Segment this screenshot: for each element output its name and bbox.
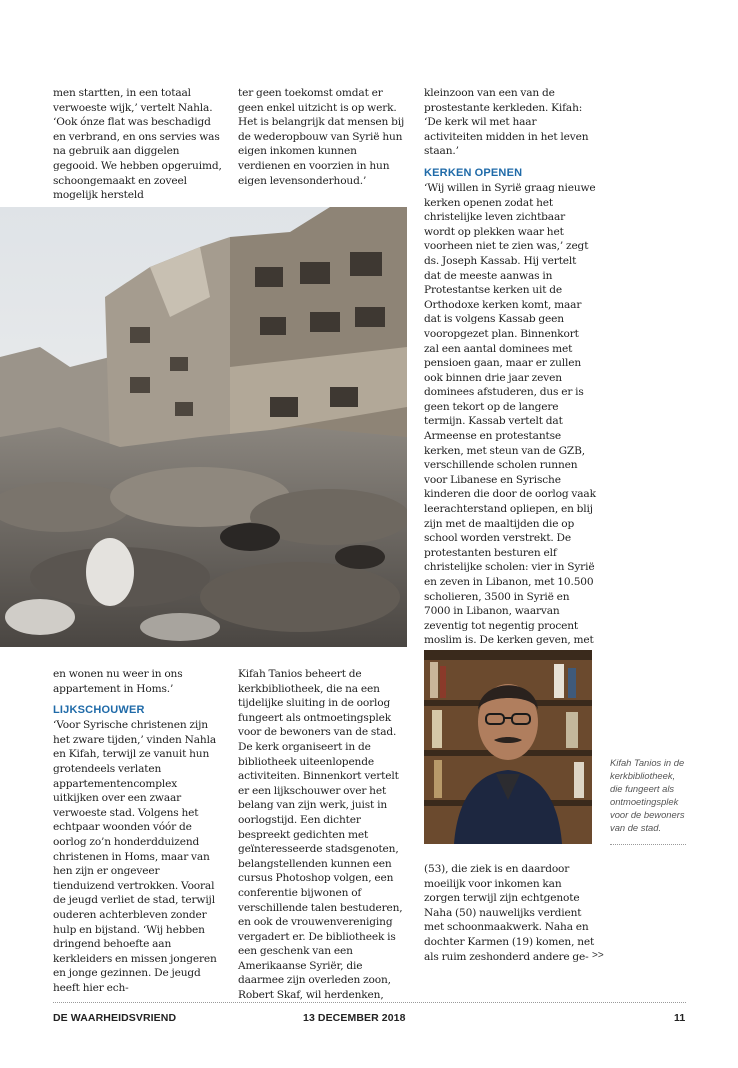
column-left-top — [53, 86, 223, 203]
column-middle-bottom — [238, 667, 410, 1003]
portrait-photo — [424, 650, 592, 844]
footer-page-number: 11 — [674, 1012, 686, 1024]
article-text: (53), die ziek is en daardoor moeilijk voor inkomen kan zorgen terwijl zijn echtgenote Naha (50) nauwelijks verdient met schoonmaakwerk. Naha en dochter Karmen (19) komen, net als ruim zeshonderd andere ge- — [424, 863, 595, 963]
article-text: men startten, in een totaal verwoeste wijk,’ vertelt Nahla. ‘Ook ónze flat was beschadigd en verbrand, en ons servies was na gebruik aan diggelen gegooid. We hebben opgeruimd, schoongemaakt en zoveel mogelijk hersteld — [53, 87, 222, 202]
footer-divider — [53, 1002, 686, 1003]
destroyed-city-image — [0, 207, 407, 647]
article-text: ‘Wij willen in Syrië graag nieuwe kerken openen zodat het christelijke leven zichtbaar wordt op plekken waar het voorheen niet te zien was,’ zegt ds. Joseph Kassab. Hij vertelt dat de meeste aanwas in Protestantse kerken uit de Orthodoxe kerken komt, maar dat is volgens Kassab geen vooropgezet plan. Binnenkort zal een aantal dominees met pensioen gaan, maar er zullen ook binnen drie jaar zeven dominees afstuderen, dus er is geen tekort op de langere termijn. Kassab vertelt dat Armeense en protestantse kerken, met steun van de GZB, verschillende scholen runnen voor Libanese en Syrische kinderen die door de oorlog vaak leerachterstand opliepen, en blij zijn met de maaltijden die op school worden verstrekt. De protestanten besturen elf christelijke scholen: vier in Syrië en zeven in Libanon, met 10.500 scholieren, 3500 in Syrië en 7000 in Libanon, waarvan zeventig tot negentig procent moslim is. De kerken geven, met — [424, 181, 596, 647]
footer-date: 13 DECEMBER 2018 — [303, 1012, 406, 1024]
footer-publication: DE WAARHEIDSVRIEND — [53, 1012, 177, 1024]
section-heading-kerken-openen: KERKEN OPENEN — [424, 166, 523, 179]
continue-marker: >> — [592, 950, 604, 961]
article-text: Kifah Tanios beheert de kerkbibliotheek, die na een tijdelijke sluiting in de oorlog fungeert als ontmoetingsplek voor de bewoners van de stad. De kerk organiseert in de bibliotheek uiteenlopende activiteiten. Binnenkort vertelt er een lijkschouwer over het belang van zijn werk, juist in oorlogstijd. Een dichter bespreekt gedichten met geïnteresseerde stadsgenoten, belangstellenden kunnen een cursus Photoshop volgen, een conferentie bijwonen of verschillende talen bestuderen, en ook de vrouwenvereniging vergadert er. De bibliotheek is een geschenk van een Amerikaanse Syriër, die daarmee zijn overleden zoon, Robert Skaf, wil herdenken, — [238, 668, 403, 1002]
article-text: kleinzoon van een van de prostestante kerkleden. Kifah: ‘De kerk wil met haar activiteiten midden in het leven staan.’ — [424, 87, 589, 158]
column-right-top — [424, 86, 596, 692]
caption-divider — [610, 844, 686, 845]
photo-caption: Kifah Tanios in de kerkbibliotheek, die fungeert als ontmoetingsplek voor de bewoners van de stad. — [610, 757, 685, 833]
section-heading-lijkschouwer: LIJKSCHOUWER — [53, 704, 145, 717]
column-left-bottom — [53, 667, 223, 995]
rubble-photo — [0, 207, 407, 647]
article-text: ‘Voor Syrische christenen zijn het zware tijden,’ vinden Nahla en Kifah, terwijl ze vanuit hun grotendeels verlaten appartementencomplex uitkijken over een zwaar verwoeste stad. Volgens het echtpaar woonden vóór de oorlog zo’n honderdduizend christenen in Homs, maar van hen zijn er ongeveer tienduizend vertrokken. Vooral de jeugd verliet de stad, terwijl ouderen achterbleven zonder hulp en bijstand. ‘Wij hebben dringend behoefte aan kerkleiders en missen jongeren en jonge gezinnen. De jeugd heeft hier ech- — [53, 719, 217, 994]
column-right-bottom — [424, 862, 596, 964]
article-text: en wonen nu weer in ons appartement in Homs.’ — [53, 668, 183, 695]
column-middle-top — [238, 86, 408, 188]
kifah-tanios-portrait — [424, 650, 592, 844]
article-text: ter geen toekomst omdat er geen enkel uitzicht is op werk. Het is belangrijk dat mensen bij de wederopbouw van Syrië hun eigen inkomen kunnen verdienen en voorzien in hun eigen levensonderhoud.’ — [238, 87, 405, 187]
